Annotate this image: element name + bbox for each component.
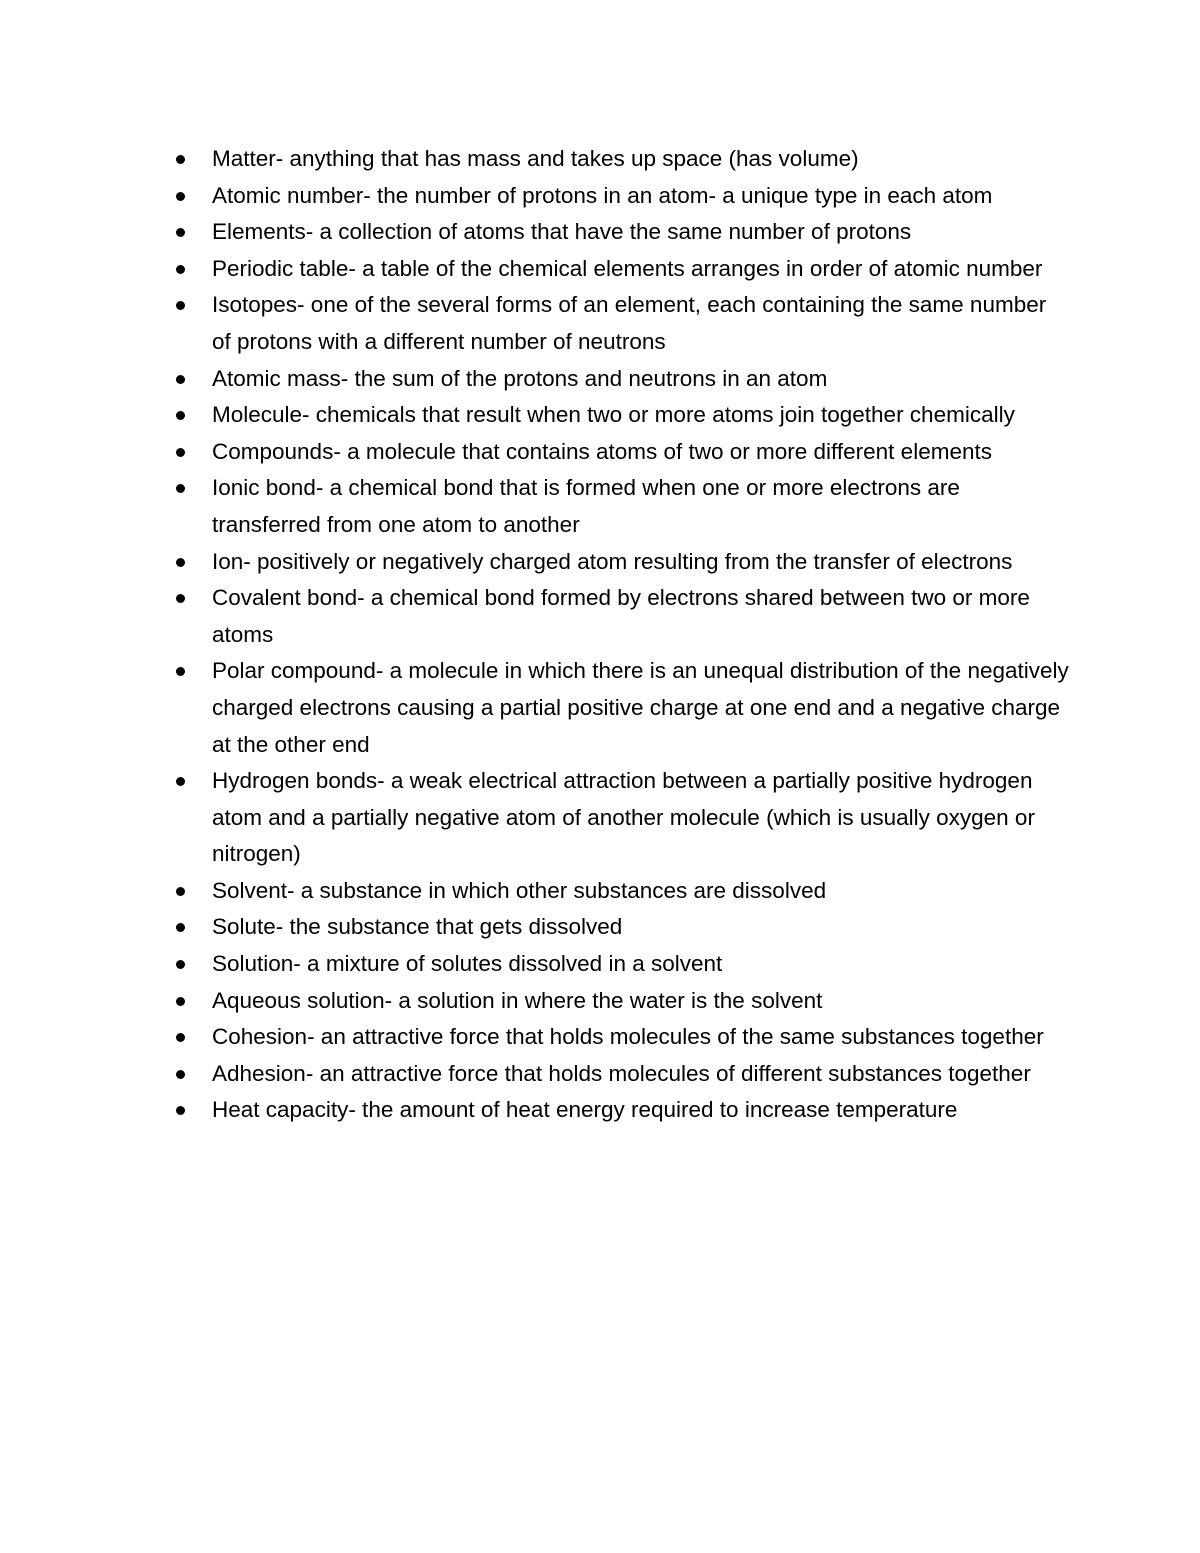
list-item bbox=[170, 1056, 1070, 1093]
bullet-icon bbox=[176, 997, 185, 1006]
list-item bbox=[170, 434, 1070, 471]
item-text: Ion- positively or negatively charged atom resulting from the transfer of electrons bbox=[212, 548, 1013, 574]
item-text: Hydrogen bonds- a weak electrical attraction between a partially positive hydrogen atom and a partially negative atom of another molecule (which is usually oxygen or nitrogen) bbox=[212, 768, 1035, 867]
bullet-icon bbox=[176, 1106, 185, 1115]
item-text: Adhesion- an attractive force that holds molecules of different substances together bbox=[212, 1060, 1031, 1086]
item-text: Covalent bond- a chemical bond formed by electrons shared between two or more atoms bbox=[212, 585, 1030, 647]
bullet-icon bbox=[176, 265, 185, 274]
list-item bbox=[170, 983, 1070, 1020]
bullet-icon bbox=[176, 594, 185, 603]
bullet-icon bbox=[176, 667, 185, 676]
item-text: Solvent- a substance in which other substances are dissolved bbox=[212, 877, 827, 903]
item-text: Ionic bond- a chemical bond that is formed when one or more electrons are transferred from one atom to another bbox=[212, 475, 960, 537]
bullet-icon bbox=[176, 448, 185, 457]
list-item bbox=[170, 397, 1070, 434]
list-item bbox=[170, 178, 1070, 215]
list-item bbox=[170, 873, 1070, 910]
list-item bbox=[170, 763, 1070, 873]
item-text: Matter- anything that has mass and takes up space (has volume) bbox=[212, 146, 859, 171]
item-text: Cohesion- an attractive force that holds molecules of the same substances together bbox=[212, 1024, 1044, 1050]
list-item bbox=[170, 470, 1070, 543]
list-item bbox=[170, 287, 1070, 360]
list-item bbox=[170, 141, 1070, 178]
item-text: Atomic mass- the sum of the protons and neutrons in an atom bbox=[212, 365, 828, 391]
bullet-icon bbox=[176, 411, 185, 420]
item-text: Elements- a collection of atoms that have the same number of protons bbox=[212, 219, 912, 245]
list-item bbox=[170, 946, 1070, 983]
bullet-icon bbox=[176, 192, 185, 201]
definition-list bbox=[170, 141, 1070, 1129]
list-item bbox=[170, 214, 1070, 251]
bullet-icon bbox=[176, 1033, 185, 1042]
list-item bbox=[170, 251, 1070, 288]
list-item bbox=[170, 580, 1070, 653]
list-item bbox=[170, 909, 1070, 946]
item-text: Compounds- a molecule that contains atoms of two or more different elements bbox=[212, 438, 992, 464]
list-item bbox=[170, 1092, 1070, 1129]
item-text: Heat capacity- the amount of heat energy required to increase temperature bbox=[212, 1097, 958, 1123]
bullet-icon bbox=[176, 484, 185, 493]
item-text: Periodic table- a table of the chemical elements arranges in order of atomic number bbox=[212, 255, 1043, 281]
list-item bbox=[170, 361, 1070, 398]
item-text: Molecule- chemicals that result when two or more atoms join together chemically bbox=[212, 402, 1015, 428]
item-text: Solute- the substance that gets dissolved bbox=[212, 914, 623, 940]
item-text: Atomic number- the number of protons in an atom- a unique type in each atom bbox=[212, 182, 993, 208]
bullet-icon bbox=[176, 777, 185, 786]
item-text: Isotopes- one of the several forms of an element, each containing the same number of protons with a different number of neutrons bbox=[212, 292, 1047, 354]
bullet-icon bbox=[176, 1070, 185, 1079]
bullet-icon bbox=[176, 887, 185, 896]
item-text: Polar compound- a molecule in which there is an unequal distribution of the negatively charged electrons causing a partial positive charge at one end and a negative charge at the other end bbox=[212, 658, 1069, 757]
bullet-icon bbox=[176, 923, 185, 932]
list-item bbox=[170, 653, 1070, 763]
item-text: Solution- a mixture of solutes dissolved in a solvent bbox=[212, 951, 723, 977]
item-text: Aqueous solution- a solution in where the water is the solvent bbox=[212, 987, 823, 1013]
bullet-icon bbox=[176, 228, 185, 237]
list-item bbox=[170, 544, 1070, 581]
bullet-icon bbox=[176, 155, 185, 164]
bullet-icon bbox=[176, 375, 185, 384]
bullet-icon bbox=[176, 960, 185, 969]
bullet-icon bbox=[176, 558, 185, 567]
bullet-icon bbox=[176, 301, 185, 310]
list-item bbox=[170, 1019, 1070, 1056]
